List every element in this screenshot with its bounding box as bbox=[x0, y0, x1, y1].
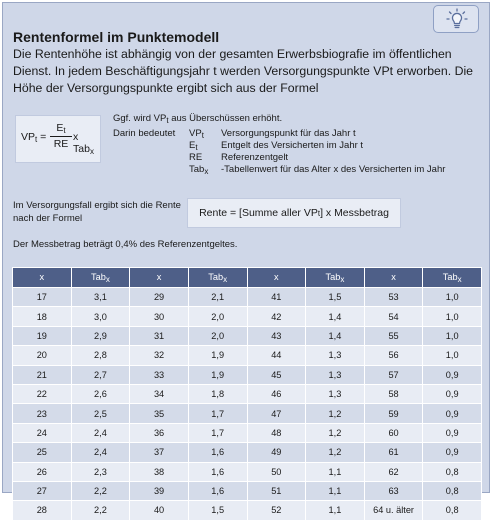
table-header-row bbox=[13, 268, 482, 288]
table-cell: 2,0 bbox=[188, 326, 247, 345]
table-cell: 1,3 bbox=[306, 365, 365, 384]
table-cell: 56 bbox=[364, 346, 423, 365]
table-cell: 33 bbox=[130, 365, 189, 384]
table-cell: 60 bbox=[364, 423, 423, 442]
table-cell: 36 bbox=[130, 423, 189, 442]
table-cell: 2,1 bbox=[188, 288, 247, 307]
table-cell: 0,9 bbox=[423, 365, 482, 384]
table-cell: 20 bbox=[13, 346, 72, 365]
table-cell: 58 bbox=[364, 384, 423, 403]
definitions-list bbox=[189, 128, 445, 176]
table-cell: 0,9 bbox=[423, 443, 482, 462]
table-cell: 41 bbox=[247, 288, 306, 307]
table-cell: 1,4 bbox=[306, 307, 365, 326]
table-cell: 2,9 bbox=[71, 326, 130, 345]
table-cell: 1,6 bbox=[188, 462, 247, 481]
table-cell: 2,0 bbox=[188, 307, 247, 326]
table-cell: 2,2 bbox=[71, 481, 130, 500]
table-cell: 1,3 bbox=[306, 346, 365, 365]
table-cell: 1,5 bbox=[188, 501, 247, 520]
table-cell: 25 bbox=[13, 443, 72, 462]
table-cell: 0,9 bbox=[423, 384, 482, 403]
table-cell: 1,0 bbox=[423, 307, 482, 326]
table-cell: 32 bbox=[130, 346, 189, 365]
column-header: x bbox=[247, 268, 306, 288]
table-cell: 31 bbox=[130, 326, 189, 345]
column-header: x bbox=[130, 268, 189, 288]
table-cell: 54 bbox=[364, 307, 423, 326]
table-row bbox=[13, 288, 482, 307]
table-cell: 23 bbox=[13, 404, 72, 423]
surplus-note: Ggf. wird $VP_t$ aus Überschüssen erhöht. bbox=[113, 113, 283, 125]
table-cell: 1,7 bbox=[188, 404, 247, 423]
column-header: x bbox=[13, 268, 72, 288]
pension-text: Im Versorgungsfall ergibt sich die Rente nach der Formel bbox=[13, 200, 181, 224]
table-cell: 62 bbox=[364, 462, 423, 481]
table-cell: 17 bbox=[13, 288, 72, 307]
table-cell: 27 bbox=[13, 481, 72, 500]
table-cell: 28 bbox=[13, 501, 72, 520]
table-cell: 55 bbox=[364, 326, 423, 345]
table-cell: 59 bbox=[364, 404, 423, 423]
points-formula bbox=[15, 115, 101, 163]
table-cell: 53 bbox=[364, 288, 423, 307]
table-cell: 18 bbox=[13, 307, 72, 326]
table-cell: 1,2 bbox=[306, 404, 365, 423]
definition-item: RE Referenzentgelt bbox=[189, 152, 289, 163]
table-cell: 0,8 bbox=[423, 481, 482, 500]
intro-text: Die Rentenhöhe ist abhängig von der gesamten Erwerbsbiografie im öffentlichen Dienst. In jedem Beschäftigungsjahr t werden Versorgungspunkte VPt erworben. Die Höhe der Versorgungspunkte ergibt sich aus der Formel bbox=[13, 47, 474, 95]
table-cell: 49 bbox=[247, 443, 306, 462]
table-cell: 1,0 bbox=[423, 288, 482, 307]
table-row bbox=[13, 481, 482, 500]
table-cell: 1,4 bbox=[306, 326, 365, 345]
table-cell: 1,6 bbox=[188, 481, 247, 500]
table-cell: 1,3 bbox=[306, 384, 365, 403]
pension-formula: Rente = [Summe aller VP t ] x Messbetrag bbox=[187, 198, 401, 228]
table-cell: 39 bbox=[130, 481, 189, 500]
table-row bbox=[13, 462, 482, 481]
table-cell: 1,8 bbox=[188, 384, 247, 403]
formula-rhs: x Tab$_x$ bbox=[73, 131, 94, 156]
table-cell: 2,2 bbox=[71, 501, 130, 520]
table-cell: 45 bbox=[247, 365, 306, 384]
table-cell: 1,2 bbox=[306, 423, 365, 442]
table-cell: 1,1 bbox=[306, 481, 365, 500]
table-cell: 40 bbox=[130, 501, 189, 520]
table-cell: 0,8 bbox=[423, 501, 482, 520]
column-header: Tab$_x$ bbox=[71, 268, 130, 288]
table-cell: 42 bbox=[247, 307, 306, 326]
table-row bbox=[13, 404, 482, 423]
table-cell: 50 bbox=[247, 462, 306, 481]
box-title: Rentenformel im Punktemodell bbox=[13, 29, 220, 45]
table-cell: 1,1 bbox=[306, 501, 365, 520]
table-row bbox=[13, 326, 482, 345]
table-cell: 1,6 bbox=[188, 443, 247, 462]
table-cell: 24 bbox=[13, 423, 72, 442]
definitions-intro: Darin bedeutet bbox=[113, 128, 176, 139]
table-cell: 43 bbox=[247, 326, 306, 345]
table-cell: 3,0 bbox=[71, 307, 130, 326]
table-row bbox=[13, 346, 482, 365]
table-cell: 34 bbox=[130, 384, 189, 403]
column-header: x bbox=[364, 268, 423, 288]
table-cell: 1,0 bbox=[423, 346, 482, 365]
table-cell: 52 bbox=[247, 501, 306, 520]
table-cell: 46 bbox=[247, 384, 306, 403]
table-row bbox=[13, 423, 482, 442]
table-cell: 22 bbox=[13, 384, 72, 403]
table-cell: 48 bbox=[247, 423, 306, 442]
lightbulb-icon bbox=[445, 7, 469, 31]
table-cell: 2,8 bbox=[71, 346, 130, 365]
table-cell: 1,7 bbox=[188, 423, 247, 442]
table-cell: 30 bbox=[130, 307, 189, 326]
table-cell: 21 bbox=[13, 365, 72, 384]
table-row bbox=[13, 443, 482, 462]
age-table bbox=[12, 267, 482, 521]
table-cell: 3,1 bbox=[71, 288, 130, 307]
table-cell: 2,6 bbox=[71, 384, 130, 403]
tip-badge bbox=[433, 5, 479, 33]
column-header: Tab$_x$ bbox=[423, 268, 482, 288]
definition-item: $VP_t$ Versorgungspunkt für das Jahr t bbox=[189, 128, 356, 140]
table-cell: 19 bbox=[13, 326, 72, 345]
table-cell: 61 bbox=[364, 443, 423, 462]
column-header: Tab$_x$ bbox=[188, 268, 247, 288]
table-row bbox=[13, 384, 482, 403]
table-cell: 0,9 bbox=[423, 404, 482, 423]
formula-lhs: $VP_t$ = bbox=[21, 131, 47, 144]
column-header: Tab$_x$ bbox=[306, 268, 365, 288]
table-cell: 37 bbox=[130, 443, 189, 462]
table-cell: 1,9 bbox=[188, 346, 247, 365]
table-cell: 51 bbox=[247, 481, 306, 500]
definition-item: $E_t$ Entgelt des Versicherten im Jahr t bbox=[189, 140, 364, 152]
table-cell: 0,8 bbox=[423, 462, 482, 481]
messbetrag-text: Der Messbetrag beträgt 0,4% des Referenzentgeltes. bbox=[13, 239, 238, 250]
table-cell: 64 u. älter bbox=[364, 501, 423, 520]
table-cell: 35 bbox=[130, 404, 189, 423]
table-cell: 1,2 bbox=[306, 443, 365, 462]
table-cell: 1,1 bbox=[306, 462, 365, 481]
table-cell: 2,4 bbox=[71, 423, 130, 442]
table-cell: 47 bbox=[247, 404, 306, 423]
table-row bbox=[13, 307, 482, 326]
table-cell: 2,7 bbox=[71, 365, 130, 384]
table-cell: 63 bbox=[364, 481, 423, 500]
table-cell: 1,0 bbox=[423, 326, 482, 345]
formula-fraction: $E_t$ RE bbox=[50, 122, 72, 151]
table-cell: 26 bbox=[13, 462, 72, 481]
definition-item: Tab$_x$ -Tabellenwert für das Alter x des Versicherten im Jahr bbox=[189, 164, 446, 176]
table-cell: 2,3 bbox=[71, 462, 130, 481]
table-row bbox=[13, 365, 482, 384]
table-row bbox=[13, 501, 482, 520]
table-cell: 0,9 bbox=[423, 423, 482, 442]
table-cell: 38 bbox=[130, 462, 189, 481]
info-panel bbox=[2, 2, 490, 516]
table-cell: 1,9 bbox=[188, 365, 247, 384]
table-cell: 57 bbox=[364, 365, 423, 384]
table-cell: 1,5 bbox=[306, 288, 365, 307]
table-cell: 29 bbox=[130, 288, 189, 307]
table-cell: 44 bbox=[247, 346, 306, 365]
table-cell: 2,5 bbox=[71, 404, 130, 423]
table-cell: 2,4 bbox=[71, 443, 130, 462]
